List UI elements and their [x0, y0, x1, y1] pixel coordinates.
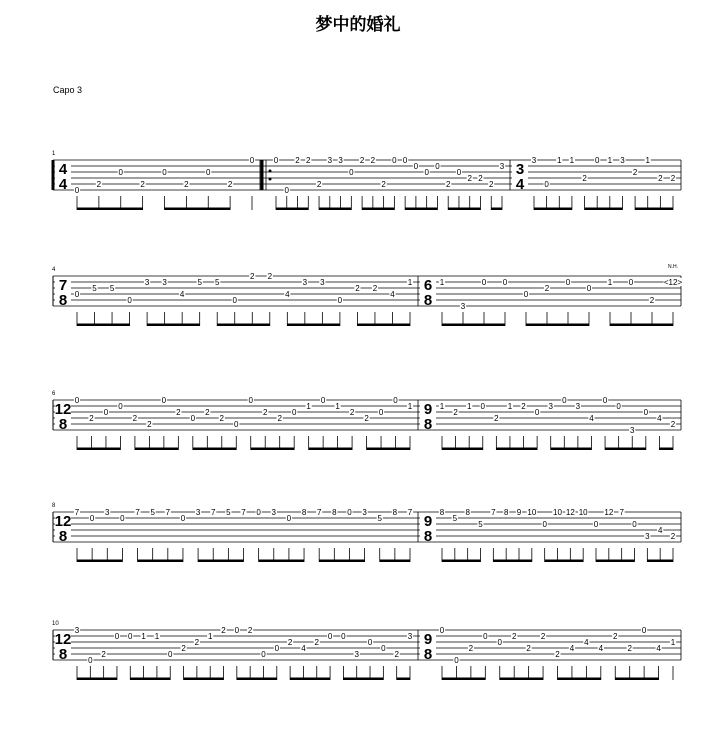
time-signature-top: 9 — [423, 401, 433, 418]
fret-number: 2 — [205, 408, 210, 417]
fret-number: 0 — [562, 396, 567, 405]
fret-number: 4 — [584, 638, 589, 647]
fret-number: 2 — [227, 180, 233, 189]
fret-number: 0 — [534, 408, 540, 417]
time-signature-bottom: 4 — [58, 176, 68, 193]
fret-number: 2 — [287, 638, 293, 647]
time-signature-bottom: 8 — [58, 292, 68, 309]
fret-number: 0 — [274, 644, 280, 653]
fret-number: 5 — [92, 284, 97, 293]
fret-number: 2 — [445, 180, 451, 189]
fret-number: 2 — [355, 284, 360, 293]
fret-number: 7 — [491, 508, 496, 517]
note-beam — [237, 678, 277, 681]
fret-number: 0 — [118, 168, 123, 177]
note-beam — [545, 560, 584, 563]
fret-number: 0 — [337, 296, 343, 305]
fret-number: 10 — [527, 508, 537, 517]
fret-number: 0 — [232, 296, 237, 305]
fret-number: 0 — [565, 278, 571, 287]
note-beam — [251, 448, 294, 451]
fret-number: 8 — [465, 508, 470, 517]
fret-number: 0 — [632, 520, 637, 529]
note-beam — [276, 208, 308, 211]
fret-number: 0 — [162, 168, 167, 177]
fret-number: 0 — [643, 408, 649, 417]
fret-number: 0 — [347, 508, 352, 517]
note-beam — [319, 208, 351, 211]
fret-number: 7 — [74, 508, 80, 517]
note-beam — [343, 678, 383, 681]
fret-number: 10 — [553, 508, 562, 517]
fret-number: 1 — [141, 632, 146, 641]
time-signature-bottom: 8 — [423, 646, 433, 663]
fret-number: 0 — [327, 632, 333, 641]
fret-number: 8 — [301, 508, 307, 517]
fret-number: 9 — [516, 508, 522, 517]
fret-number: 0 — [435, 162, 440, 171]
fret-number: 2 — [555, 650, 560, 659]
system-number: 1 — [52, 151, 56, 157]
fret-number: 2 — [181, 644, 186, 653]
note-beam — [585, 208, 623, 211]
fret-number: 8 — [503, 508, 509, 517]
fret-number: 3 — [271, 508, 276, 517]
fret-number: 0 — [439, 626, 445, 635]
tab-system — [52, 391, 681, 450]
note-beam — [605, 448, 646, 451]
note-beam — [77, 448, 120, 451]
note-beam — [551, 448, 592, 451]
fret-number: 2 — [250, 272, 255, 281]
fret-number: 2 — [89, 414, 94, 423]
tab-system — [52, 503, 681, 562]
fret-number: 4 — [390, 290, 395, 299]
fret-number: 0 — [367, 638, 373, 647]
note-beam — [659, 448, 673, 451]
fret-number: 2 — [184, 180, 189, 189]
fret-number: 2 — [359, 156, 365, 165]
note-beam — [357, 324, 410, 327]
time-signature-top: 9 — [423, 631, 433, 648]
fret-number: 0 — [291, 408, 297, 417]
note-beam — [193, 448, 236, 451]
fret-number: 3 — [162, 278, 167, 287]
system-number: 10 — [52, 621, 59, 627]
fret-number: 2 — [364, 414, 369, 423]
fret-number: 2 — [489, 180, 494, 189]
fret-number: 0 — [483, 632, 488, 641]
fret-number: 2 — [370, 156, 376, 165]
fret-number: 0 — [402, 156, 408, 165]
fret-number: 1 — [439, 278, 445, 287]
fret-number: 3 — [320, 278, 325, 287]
fret-number: 2 — [262, 408, 268, 417]
note-beam — [77, 678, 117, 681]
fret-number: 3 — [105, 508, 110, 517]
fret-number: 0 — [523, 290, 529, 299]
fret-number: 0 — [249, 156, 255, 165]
fret-number: 7 — [619, 508, 624, 517]
fret-number: 0 — [88, 656, 93, 665]
fret-number: 5 — [478, 520, 483, 529]
fret-number: 0 — [393, 396, 398, 405]
harmonic-label: N.H. — [668, 264, 678, 270]
note-beam — [558, 678, 601, 681]
fret-number: 1 — [439, 402, 445, 411]
repeat-dot — [269, 178, 272, 181]
fret-number: 8 — [392, 508, 398, 517]
fret-number: 0 — [180, 514, 186, 523]
fret-number: 8 — [332, 508, 337, 517]
fret-number: 0 — [127, 296, 132, 305]
fret-number: 2 — [649, 296, 655, 305]
fret-number: 7 — [135, 508, 140, 517]
note-beam — [309, 448, 352, 451]
note-beam — [77, 208, 143, 211]
fret-number: 5 — [377, 514, 382, 523]
fret-number: 2 — [132, 414, 138, 423]
fret-number: 0 — [378, 408, 384, 417]
fret-number: 0 — [234, 626, 240, 635]
fret-number: 2 — [670, 420, 676, 429]
fret-number: 2 — [221, 626, 226, 635]
fret-number: 4 — [656, 644, 661, 653]
fret-number: 0 — [392, 156, 397, 165]
fret-number: 1 — [306, 402, 311, 411]
fret-number: 2 — [140, 180, 145, 189]
note-beam — [290, 678, 330, 681]
time-signature-bottom: 8 — [58, 528, 68, 545]
time-signature-top: 6 — [423, 277, 433, 294]
fret-number: 5 — [452, 514, 458, 523]
fret-number: 0 — [168, 650, 173, 659]
fret-number: 2 — [316, 180, 322, 189]
fret-number: 0 — [341, 632, 346, 641]
note-beam — [77, 560, 122, 563]
fret-number: 2 — [613, 632, 618, 641]
system-number: 6 — [52, 391, 56, 397]
fret-number: 0 — [641, 626, 647, 635]
note-beam — [493, 560, 532, 563]
time-signature-top: 7 — [58, 277, 68, 294]
fret-number: 0 — [381, 644, 386, 653]
time-signature-top: 4 — [58, 161, 68, 178]
fret-number: 1 — [407, 278, 413, 287]
fret-number: 2 — [349, 408, 355, 417]
fret-number: 2 — [247, 626, 253, 635]
note-beam — [198, 560, 243, 563]
repeat-dot — [269, 170, 272, 173]
note-beam — [448, 208, 480, 211]
fret-number: 1 — [154, 632, 160, 641]
fret-number: 0 — [480, 402, 485, 411]
fret-number: 0 — [497, 638, 502, 647]
fret-number: 4 — [657, 414, 662, 423]
fret-number: 0 — [120, 514, 125, 523]
note-beam — [367, 448, 410, 451]
fret-number: 1 — [670, 638, 676, 647]
fret-number: 3 — [575, 402, 581, 411]
note-beam — [147, 324, 200, 327]
note-beam — [165, 208, 231, 211]
fret-number: 1 — [207, 632, 213, 641]
fret-number: 2 — [544, 284, 550, 293]
note-beam — [217, 324, 270, 327]
note-beam — [635, 208, 673, 211]
fret-number: 10 — [578, 508, 588, 517]
fret-number: 2 — [101, 650, 106, 659]
fret-number: 7 — [211, 508, 216, 517]
fret-number: 4 — [589, 414, 594, 423]
fret-number: 0 — [103, 408, 109, 417]
fret-number: 3 — [74, 626, 80, 635]
fret-number: 0 — [413, 162, 419, 171]
note-beam — [184, 678, 224, 681]
fret-number: 1 — [507, 402, 513, 411]
note-beam — [496, 448, 537, 451]
fret-number: 0 — [74, 186, 80, 195]
fret-number: 8 — [439, 508, 445, 517]
fret-number: 0 — [593, 520, 599, 529]
fret-number: 0 — [594, 156, 600, 165]
fret-number: 4 — [598, 644, 604, 653]
fret-number: 1 — [607, 156, 613, 165]
note-beam — [610, 324, 673, 327]
fret-number: 0 — [190, 414, 196, 423]
fret-number: 0 — [256, 508, 261, 517]
fret-number: 3 — [630, 426, 635, 435]
fret-number: 1 — [569, 156, 575, 165]
fret-number: 2 — [194, 638, 200, 647]
fret-number: 3 — [460, 302, 466, 311]
fret-number: 2 — [314, 638, 319, 647]
fret-number: 4 — [657, 526, 663, 535]
time-signature-top: 12 — [54, 513, 72, 530]
note-beam — [405, 208, 437, 211]
fret-number: 2 — [277, 414, 282, 423]
fret-number: 2 — [176, 408, 181, 417]
fret-number: 3 — [645, 532, 650, 541]
time-signature-top: 12 — [54, 631, 72, 648]
fret-number: 0 — [544, 180, 549, 189]
fret-number: 12 — [604, 508, 614, 517]
note-beam — [319, 560, 364, 563]
fret-number: 2 — [219, 414, 225, 423]
note-beam — [362, 208, 394, 211]
time-signature-top: 12 — [54, 401, 72, 418]
note-beam — [397, 678, 410, 681]
note-beam — [491, 208, 502, 211]
fret-number: 0 — [114, 632, 120, 641]
fret-number: 0 — [286, 514, 292, 523]
fret-number: 2 — [372, 284, 378, 293]
fret-number: 0 — [74, 396, 80, 405]
fret-number: 3 — [531, 156, 537, 165]
note-beam — [259, 560, 304, 563]
fret-number: 2 — [394, 650, 399, 659]
fret-number: 2 — [632, 168, 638, 177]
fret-number: 0 — [454, 656, 459, 665]
note-beam — [380, 560, 410, 563]
time-signature-top: 9 — [423, 513, 433, 530]
time-signature-bottom: 8 — [58, 646, 68, 663]
note-beam — [138, 560, 183, 563]
fret-number: 5 — [226, 508, 231, 517]
fret-number: 2 — [627, 644, 632, 653]
fret-number: 3 — [195, 508, 201, 517]
fret-number: 2 — [582, 174, 587, 183]
fret-number: 2 — [306, 156, 311, 165]
note-beam — [442, 324, 505, 327]
note-beam — [442, 448, 483, 451]
note-beam — [596, 560, 635, 563]
note-beam — [615, 678, 658, 681]
fret-number: 2 — [511, 632, 517, 641]
fret-number: 0 — [424, 168, 429, 177]
fret-number: 3 — [144, 278, 150, 287]
fret-number: 2 — [526, 644, 531, 653]
fret-number: 0 — [616, 402, 621, 411]
fret-number: 0 — [456, 168, 462, 177]
fret-number: 0 — [542, 520, 547, 529]
fret-number: 0 — [74, 290, 80, 299]
page-title: 梦中的婚礼 — [315, 15, 401, 35]
time-signature-top: 3 — [515, 161, 525, 178]
fret-number: 0 — [602, 396, 608, 405]
fret-number: 3 — [302, 278, 308, 287]
fret-number: 3 — [327, 156, 333, 165]
fret-number: 5 — [214, 278, 220, 287]
fret-number: 2 — [468, 644, 474, 653]
fret-number: 2 — [147, 420, 152, 429]
fret-number: 3 — [548, 402, 553, 411]
fret-number: 1 — [557, 156, 562, 165]
fret-number: 4 — [569, 644, 575, 653]
fret-number: 2 — [540, 632, 546, 641]
fret-number: 1 — [466, 402, 472, 411]
fret-number: 0 — [502, 278, 508, 287]
time-signature-bottom: 8 — [423, 528, 433, 545]
note-beam — [647, 560, 673, 563]
fret-number: 0 — [586, 284, 592, 293]
note-beam — [287, 324, 340, 327]
fret-number: 2 — [453, 408, 458, 417]
fret-number: 2 — [467, 174, 472, 183]
fret-number: 2 — [670, 174, 676, 183]
fret-number: 0 — [349, 168, 354, 177]
fret-number: 1 — [607, 278, 613, 287]
tab-system — [52, 264, 682, 326]
fret-number: <12> — [663, 278, 683, 287]
fret-number: 0 — [248, 396, 253, 405]
note-beam — [534, 208, 572, 211]
note-beam — [526, 324, 589, 327]
fret-number: 0 — [118, 402, 123, 411]
fret-number: 0 — [261, 650, 266, 659]
fret-number: 3 — [407, 632, 413, 641]
fret-number: 7 — [165, 508, 171, 517]
fret-number: 2 — [295, 156, 300, 165]
fret-number: 3 — [620, 156, 625, 165]
fret-number: 2 — [670, 532, 676, 541]
fret-number: 4 — [179, 290, 185, 299]
fret-number: 7 — [316, 508, 322, 517]
note-beam — [500, 678, 543, 681]
fret-number: 2 — [478, 174, 483, 183]
note-beam — [442, 678, 485, 681]
fret-number: 2 — [494, 414, 499, 423]
fret-number: 2 — [658, 174, 663, 183]
fret-number: 0 — [284, 186, 289, 195]
note-beam — [442, 560, 481, 563]
fret-number: 5 — [197, 278, 202, 287]
capo-label: Capo 3 — [53, 85, 83, 95]
fret-number: 3 — [338, 156, 343, 165]
tab-system — [52, 621, 681, 680]
fret-number: 2 — [267, 272, 273, 281]
fret-number: 4 — [301, 644, 306, 653]
fret-number: 12 — [565, 508, 575, 517]
fret-number: 0 — [481, 278, 487, 287]
tab-system — [52, 151, 681, 210]
time-signature-bottom: 4 — [515, 176, 525, 193]
fret-number: 3 — [354, 650, 359, 659]
fret-number: 2 — [521, 402, 526, 411]
time-signature-bottom: 8 — [423, 292, 433, 309]
fret-number: 1 — [335, 402, 340, 411]
fret-number: 7 — [407, 508, 413, 517]
fret-number: 3 — [362, 508, 367, 517]
fret-number: 1 — [645, 156, 650, 165]
fret-number: 2 — [96, 180, 102, 189]
note-beam — [135, 448, 178, 451]
time-signature-bottom: 8 — [423, 416, 433, 433]
fret-number: 5 — [150, 508, 155, 517]
fret-number: 0 — [234, 420, 239, 429]
time-signature-bottom: 8 — [58, 416, 68, 433]
fret-number: 0 — [206, 168, 211, 177]
system-number: 8 — [52, 503, 56, 509]
fret-number: 5 — [109, 284, 115, 293]
fret-number: 0 — [628, 278, 634, 287]
fret-number: 4 — [285, 290, 290, 299]
fret-number: 0 — [89, 514, 95, 523]
fret-number: 7 — [241, 508, 246, 517]
note-beam — [130, 678, 170, 681]
fret-number: 0 — [128, 632, 133, 641]
fret-number: 0 — [320, 396, 326, 405]
fret-number: 3 — [499, 162, 505, 171]
fret-number: 2 — [381, 180, 386, 189]
system-number: 4 — [52, 267, 56, 273]
fret-number: 0 — [161, 396, 167, 405]
note-beam — [77, 324, 130, 327]
fret-number: 1 — [407, 402, 413, 411]
fret-number: 0 — [273, 156, 279, 165]
